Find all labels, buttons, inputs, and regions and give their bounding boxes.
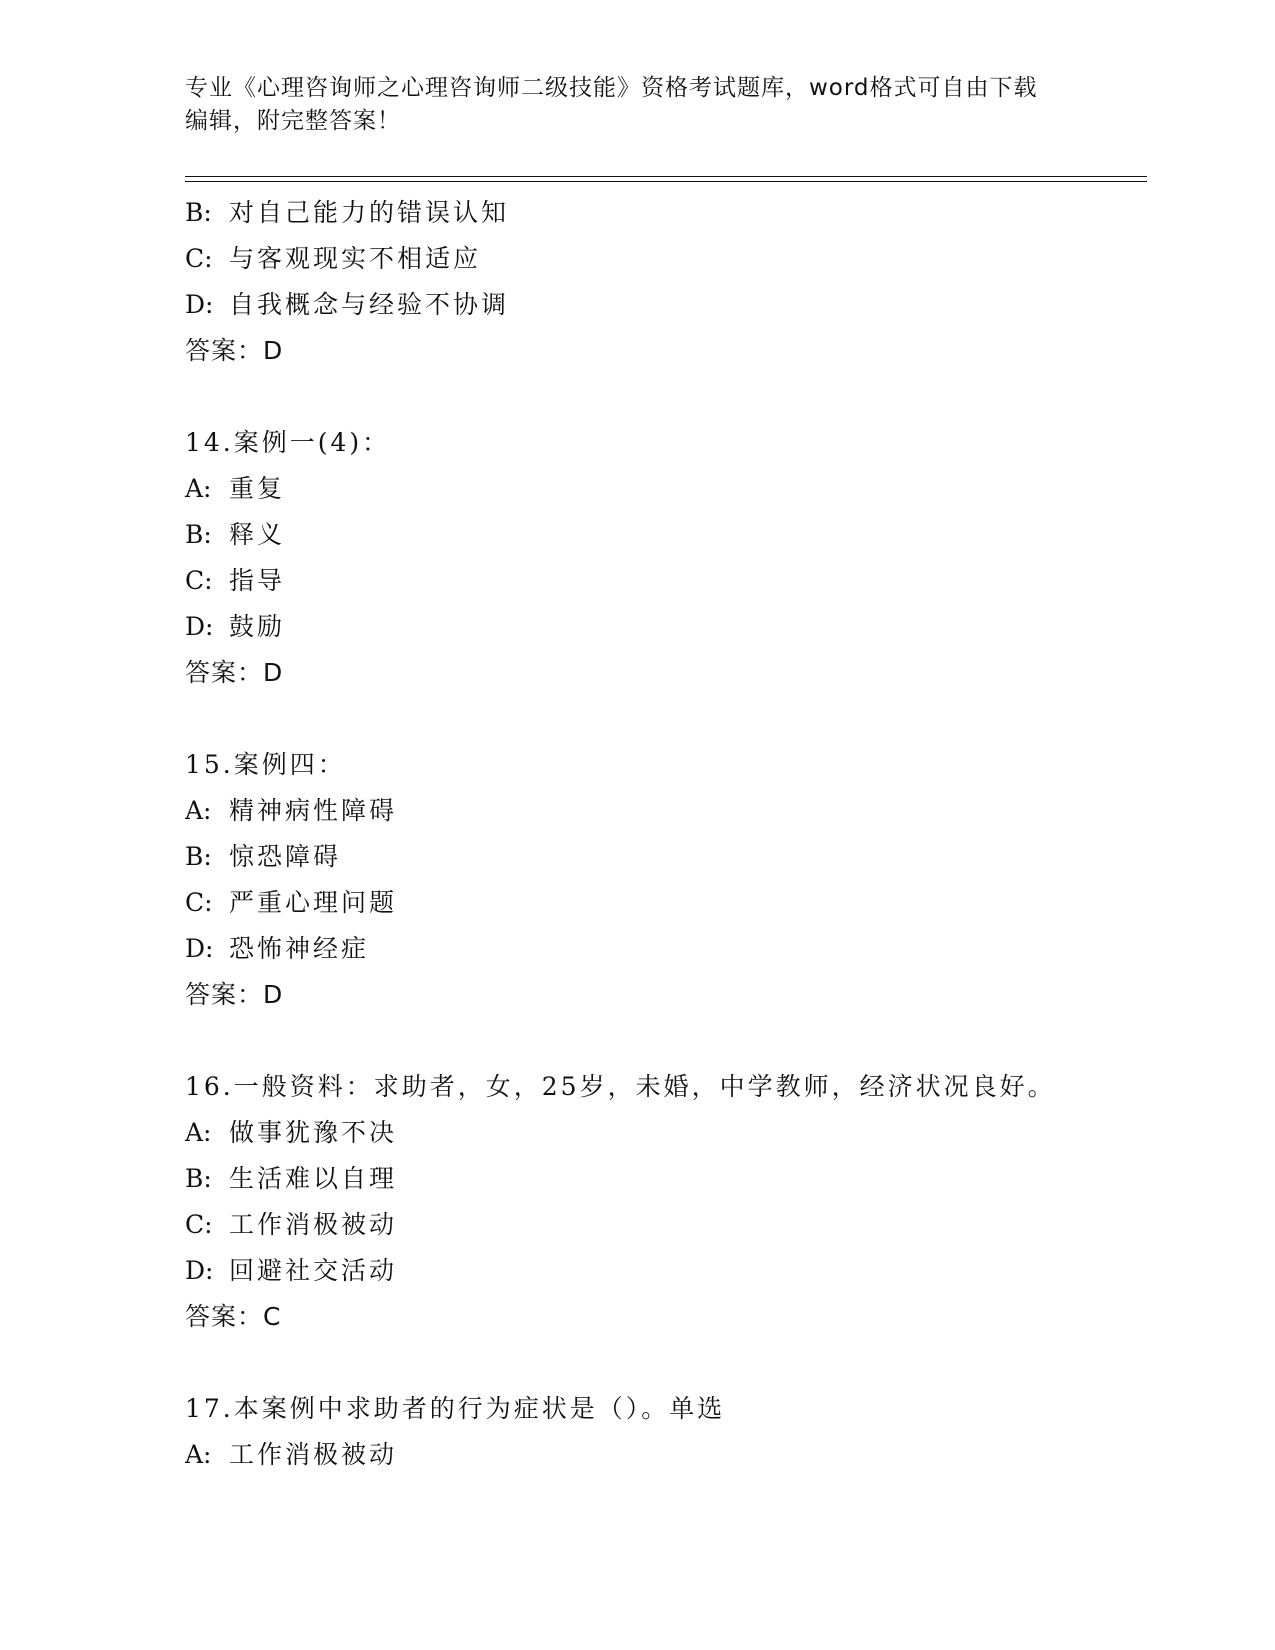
question-block (185, 190, 1145, 374)
option-row (185, 1432, 1145, 1478)
option-text: 工作消极被动 (229, 1210, 398, 1239)
option-letter: B: (185, 842, 212, 871)
question-block (185, 1386, 1145, 1478)
option-letter: A: (185, 1118, 212, 1147)
block-spacer (185, 1018, 1145, 1064)
option-row (185, 1110, 1145, 1156)
option-row (185, 282, 1145, 328)
header-divider-top (185, 176, 1147, 177)
option-row (185, 512, 1145, 558)
option-row (185, 926, 1145, 972)
option-letter: C: (185, 244, 213, 273)
option-text: 释义 (229, 520, 286, 549)
option-letter: B: (185, 198, 212, 227)
answer-line: 答案：D (185, 658, 284, 687)
block-spacer (185, 696, 1145, 742)
option-text: 生活难以自理 (229, 1164, 398, 1193)
question-text: 15.案例四： (185, 750, 346, 779)
block-spacer (185, 374, 1145, 420)
question-block (185, 1064, 1145, 1340)
option-text: 指导 (229, 566, 286, 595)
answer-line: 答案：D (185, 980, 284, 1009)
option-row (185, 466, 1145, 512)
question-block (185, 420, 1145, 696)
option-letter: B: (185, 1164, 212, 1193)
option-letter: D: (185, 934, 214, 963)
option-text: 回避社交活动 (229, 1256, 398, 1285)
option-text: 严重心理问题 (229, 888, 398, 917)
option-letter: A: (185, 1440, 212, 1469)
option-letter: D: (185, 612, 214, 641)
document-header (185, 72, 1065, 138)
option-letter: D: (185, 290, 214, 319)
question-text: 16.一般资料：求助者，女，25岁，未婚，中学教师，经济状况良好。 (185, 1072, 1056, 1101)
option-text: 对自己能力的错误认知 (229, 198, 510, 227)
option-row (185, 880, 1145, 926)
option-text: 精神病性障碍 (229, 796, 398, 825)
header-divider-bottom (185, 181, 1147, 182)
option-text: 重复 (229, 474, 286, 503)
option-row (185, 834, 1145, 880)
option-letter: D: (185, 1256, 214, 1285)
question-text: 17.本案例中求助者的行为症状是（）。单选 (185, 1394, 726, 1423)
option-text: 鼓励 (229, 612, 286, 641)
header-line-1: 专业《心理咨询师之心理咨询师二级技能》资格考试题库，word格式可自由下载 (185, 75, 1038, 101)
option-row (185, 1156, 1145, 1202)
option-letter: B: (185, 520, 212, 549)
option-text: 恐怖神经症 (229, 934, 370, 963)
question-block (185, 742, 1145, 1018)
option-letter: C: (185, 1210, 213, 1239)
option-letter: A: (185, 474, 212, 503)
option-letter: C: (185, 566, 213, 595)
option-row (185, 1202, 1145, 1248)
option-letter: A: (185, 796, 212, 825)
block-spacer (185, 1340, 1145, 1386)
option-row (185, 1248, 1145, 1294)
option-letter: C: (185, 888, 213, 917)
question-list (185, 190, 1145, 1478)
option-text: 工作消极被动 (229, 1440, 398, 1469)
option-row (185, 604, 1145, 650)
option-text: 惊恐障碍 (229, 842, 342, 871)
answer-line: 答案：D (185, 336, 284, 365)
option-row (185, 236, 1145, 282)
option-row (185, 190, 1145, 236)
option-row (185, 788, 1145, 834)
question-text: 14.案例一(4)： (185, 428, 391, 457)
option-row (185, 558, 1145, 604)
option-text: 自我概念与经验不协调 (229, 290, 510, 319)
answer-line: 答案：C (185, 1302, 282, 1331)
option-text: 做事犹豫不决 (229, 1118, 398, 1147)
header-line-2: 编辑，附完整答案！ (185, 108, 401, 134)
option-text: 与客观现实不相适应 (229, 244, 482, 273)
